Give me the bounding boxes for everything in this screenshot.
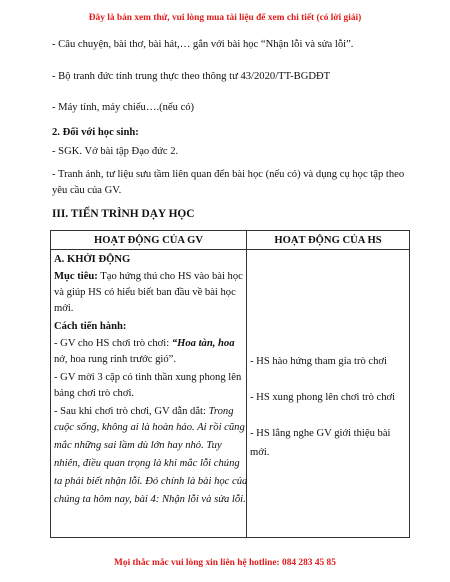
col-header-student: HOẠT ĐỘNG CỦA HS [247,231,410,250]
step2-line-1: - GV mời 3 cặp có tinh thần xung phong lên [54,372,242,383]
step3-quote: chúng ta hôm nay, bài 4: Nhận lỗi và sửa lỗi. [54,494,246,505]
procedure-label: Cách tiến hành: [54,321,127,332]
student-response-3: - HS lắng nghe GV giới thiệu bài [250,428,391,439]
students-line-pictures-cont: yêu cầu của GV. [52,185,122,196]
step3-quote: cuộc sống, không ai là hoàn hảo. Ai rồi cũng [54,422,245,433]
step3-line-5 [54,475,247,488]
step3-line-4 [54,457,240,470]
section-a-heading: A. KHỞI ĐỘNG [54,254,131,265]
goal-text: Tạo hứng thú cho HS vào bài học [97,271,243,282]
step1-line-2: nở, hoa rung rinh trước gió”. [54,354,176,365]
material-line-story: - Câu chuyện, bài thơ, bài hát,… gắn với bài học “Nhận lỗi và sửa lỗi”. [52,39,354,50]
student-response-1: - HS hào hứng tham gia trò chơi [250,356,387,367]
step3-line-3 [54,439,222,452]
student-response-3-cont: mới. [250,447,270,458]
material-line-pictures: - Bộ tranh đức tính trung thực theo thông tư 43/2020/TT-BGDĐT [52,71,331,82]
col-header-teacher: HOẠT ĐỘNG CỦA GV [51,231,247,250]
student-response-2: - HS xung phong lên chơi trò chơi [250,392,396,403]
step3-quote: nhiên, điều quan trọng là khi mắc lỗi chúng [54,458,240,469]
step3-quote: ta phải biết nhận lỗi. Đó chính là bài học của [54,476,248,487]
section3-heading: III. TIẾN TRÌNH DẠY HỌC [52,208,195,220]
goal-line-2: và giúp HS có hiểu biết ban đầu về bài học [54,287,236,298]
step3-line-1 [54,405,234,418]
step3-quote: mắc những sai lầm dù lớn hay nhỏ. Tuy [54,440,222,451]
step2-line-2: bảng chơi trò chơi. [54,388,135,399]
step3-line-6 [54,493,246,506]
game-name: “Hoa tàn, hoa [171,338,235,349]
students-line-sgk: - SGK. Vở bài tập Đạo đức 2. [52,146,179,157]
step1-text: - GV cho HS chơi trò chơi: [54,338,172,349]
hotline-banner: Mọi thắc mắc vui lòng xin liên hệ hotline: 084 283 45 85 [114,558,336,568]
step3-text: - Sau khi chơi trò chơi, GV dẫn dắt: [54,406,209,417]
material-line-computer: - Máy tính, máy chiếu….(nếu có) [52,102,195,113]
goal-line-1 [54,270,243,283]
activity-table [50,230,410,538]
goal-label: Mục tiêu: [54,271,98,282]
step3-quote-start: Trong [208,406,234,417]
student-cell [247,250,410,538]
step1-line-1 [54,337,235,350]
preview-banner: Đây là bản xem thử, vui lòng mua tài liệu để xem chi tiết (có lời giải) [88,13,362,23]
teacher-cell [51,250,247,538]
students-heading: 2. Đối với học sinh: [52,127,139,138]
goal-line-3: mới. [54,303,74,314]
step3-line-2 [54,421,245,434]
students-line-pictures: - Tranh ảnh, tư liệu sưu tầm liên quan đến bài học (nếu có) và dụng cụ học tập theo [52,169,405,180]
